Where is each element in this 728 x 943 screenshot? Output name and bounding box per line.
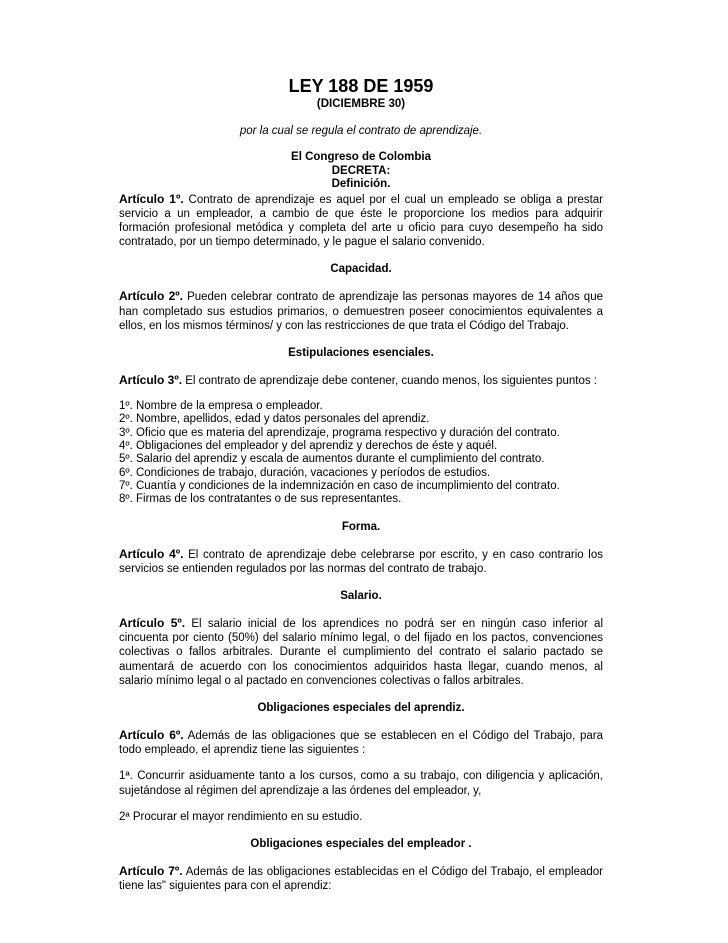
article-5 [119, 616, 603, 688]
list-item: 5º. Salario del aprendiz y escala de aumentos durante el cumplimiento del contrato. [119, 453, 545, 466]
list-item: 7º. Cuantía y condiciones de la indemnización en caso de incumplimiento del contrato. [119, 479, 560, 492]
congress-heading: El Congreso de Colombia [291, 151, 431, 163]
article-2-text: Pueden celebrar contrato de aprendizaje las personas mayores de 14 años que han completado sus estudios primarios, o demuestren poseer conocimientos equivalentes a ellos, en los mismos términos/ y con las restricciones de que trata el Código del Trabajo. [119, 291, 603, 332]
list-item: 4º. Obligaciones del empleador y del aprendiz y derechos de éste y aquél. [119, 440, 498, 453]
article-4-text: El contrato de aprendizaje debe celebrarse por escrito, y en caso contrario los servicios se entienden regulados por las normas del contrato de trabajo. [119, 548, 603, 575]
list-item: 3º. Oficio que es materia del aprendizaje, programa respectivo y duración del contrato. [119, 426, 560, 439]
article-2 [119, 289, 603, 333]
section-heading-obligaciones-empleador: Obligaciones especiales del empleador . [250, 837, 472, 850]
law-title: LEY 188 DE 1959 [288, 76, 434, 96]
spacer [119, 798, 603, 810]
spacer [119, 757, 603, 769]
section-heading-forma: Forma. [341, 520, 381, 533]
article-1-label: Artículo 1º. [119, 191, 184, 206]
section-heading-estipulaciones: Estipulaciones esenciales. [288, 346, 434, 359]
list-item: 6º. Condiciones de trabajo, duración, vacaciones y períodos de estudios. [119, 466, 491, 479]
law-subtitle: por la cual se regula el contrato de aprendizaje. [239, 125, 483, 137]
law-date: (DICIEMBRE 30) [316, 98, 406, 110]
article-1-text: Contrato de aprendizaje es aquel por el cual un empleado se obliga a prestar servicio a un empleador, a cambio de que éste le proporcione los medios para adquirir formación profesional metódica y completa del arte u oficio para cuyo desempeño ha sido contratado, por un tiempo determinado, y le pague el salario convenido. [119, 193, 603, 249]
article-3-list [119, 400, 603, 506]
article-6-label: Artículo 6º. [119, 727, 184, 742]
section-heading-obligaciones-aprendiz: Obligaciones especiales del aprendiz. [257, 701, 465, 714]
article-5-text: El salario inicial de los aprendices no podrá ser en ningún caso inferior al cincuenta por ciento (50%) del salario mínimo legal, o del fijado en los pactos, convenciones colectivas o fallos arbitrales. Durante el cumplimiento del contrato el salario pactado se aumentará de acuerdo con los conocimientos adquiridos hasta llegar, cuando menos, al salario mínimo legal o al pactado en convenciones colectivas o fallos arbitrales. [119, 617, 603, 687]
article-6 [119, 728, 603, 757]
article-5-label: Artículo 5º. [119, 615, 186, 630]
article-3 [119, 373, 603, 388]
list-item: 8º. Firmas de los contratantes o de sus representantes. [119, 493, 402, 506]
article-7-label: Artículo 7º. [119, 863, 183, 878]
document-page [119, 76, 603, 893]
section-heading-salario: Salario. [340, 589, 382, 602]
article-6-text: Además de las obligaciones que se establecen en el Código del Trabajo, para todo empleado, el aprendiz tiene las siguientes : [119, 729, 604, 757]
article-4 [119, 547, 603, 576]
list-item: 2º. Nombre, apellidos, edad y datos personales del aprendiz. [119, 413, 430, 426]
article-7 [119, 864, 603, 893]
spacer [119, 388, 603, 400]
article-7-text: Además de las obligaciones establecidas en el Código del Trabajo, el empleador tiene las" siguientes para con el aprendiz: [119, 865, 603, 893]
list-item: 1º. Nombre de la empresa o empleador. [119, 400, 323, 413]
decree-heading: DECRETA: [331, 164, 391, 177]
article-4-label: Artículo 4º. [119, 546, 184, 561]
definition-heading: Definición. [331, 178, 391, 190]
article-6-item-2: 2ª Procurar el mayor rendimiento en su estudio. [119, 810, 363, 823]
article-3-text: El contrato de aprendizaje debe contener, cuando menos, los siguientes puntos : [182, 374, 597, 387]
article-2-label: Artículo 2º. [119, 289, 183, 304]
article-3-label: Artículo 3º. [119, 372, 183, 387]
article-1 [119, 192, 603, 250]
article-6-item-1: 1ª. Concurrir asiduamente tanto a los cursos, como a su trabajo, con diligencia y aplicación, sujetándose al régimen del aprendizaje a las órdenes del empleador, y, [119, 770, 603, 797]
section-heading-capacidad: Capacidad. [330, 263, 392, 276]
